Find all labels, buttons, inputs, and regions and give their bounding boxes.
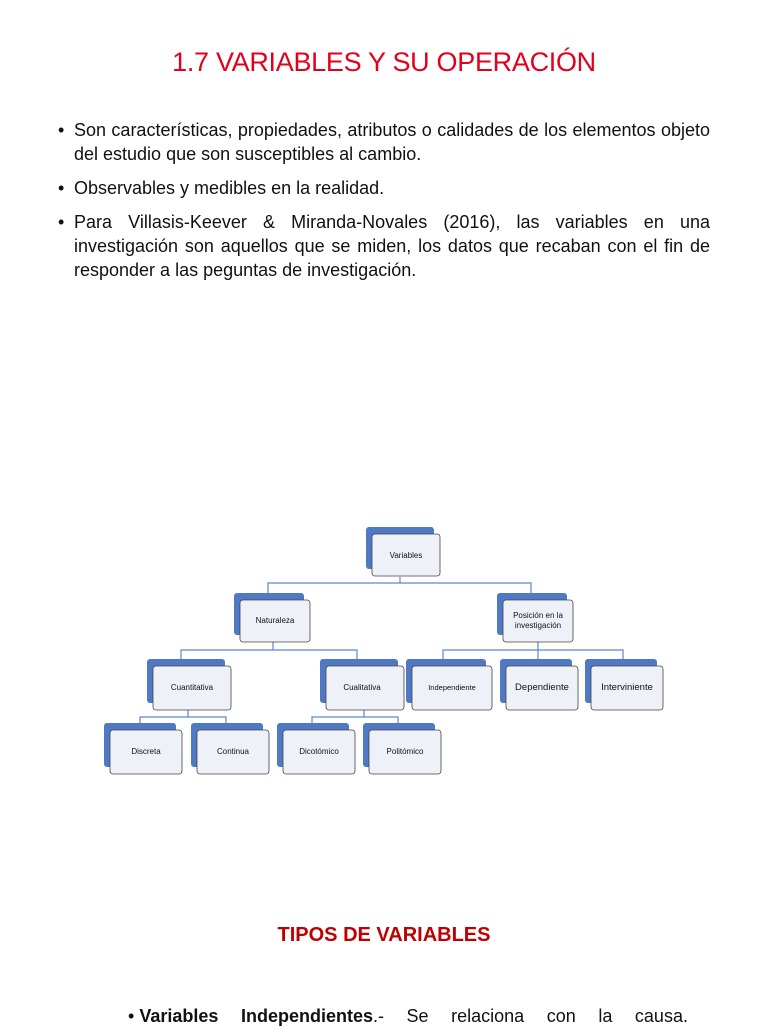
connector-line (364, 717, 398, 724)
bullet-dot: • (58, 178, 65, 198)
connector-line (538, 650, 623, 660)
bold-term-1: Variables (139, 1006, 219, 1026)
node-independiente (406, 659, 492, 710)
connector-line (443, 642, 538, 660)
node-dependiente (500, 659, 578, 710)
node-label-dicotomico: Dicotómico (299, 747, 339, 756)
bullet-text: Son características, propiedades, atributos o calidades de los elementos objeto del estudio que son susceptibles al cambio. (74, 120, 710, 164)
bullet-text: Observables y medibles en la realidad. (74, 178, 385, 198)
bottom-word: relaciona (451, 1006, 525, 1026)
node-naturaleza (234, 593, 310, 642)
node-label-posicion-line2: investigación (514, 621, 562, 630)
bullet-dot: • (58, 212, 65, 232)
node-label-variables: Variables (389, 551, 423, 560)
bottom-word: causa. (634, 1006, 688, 1026)
node-label-independiente: Independiente (428, 683, 476, 692)
node-label-cuantitativa: Cuantitativa (170, 683, 214, 692)
node-discreta (104, 723, 182, 774)
bullet-item (58, 210, 710, 282)
connector-line (400, 583, 531, 594)
bottom-word: la (598, 1006, 613, 1026)
connector-line (140, 710, 188, 724)
node-label-discreta: Discreta (131, 747, 161, 756)
node-cuantitativa (147, 659, 231, 710)
connector-line (181, 642, 273, 660)
node-posicion (497, 593, 573, 642)
node-interviniente (585, 659, 663, 710)
node-cualitativa (320, 659, 404, 710)
node-label-politomico: Politómico (386, 747, 424, 756)
bottom-word: con (546, 1006, 576, 1026)
node-politomico (363, 723, 441, 774)
node-label-interviniente: Interviniente (601, 682, 653, 693)
bold-term-2: Independientes (240, 1006, 373, 1026)
connector-line (268, 577, 400, 594)
bullet-dot: • (128, 1006, 135, 1026)
node-variables (366, 527, 440, 576)
separator: .- (372, 1006, 384, 1026)
bullet-list (58, 118, 710, 292)
bottom-word: Se (406, 1006, 429, 1026)
connector-line (312, 710, 364, 724)
connector-line (188, 717, 226, 724)
bullet-item (58, 176, 710, 200)
node-label-naturaleza: Naturaleza (255, 616, 295, 625)
bullet-text: Para Villasis-Keever & Miranda-Novales (2016), las variables en una investigación son aquellos que se miden, los datos que recaban con el fin de responder a las peguntas de investigación. (74, 212, 710, 280)
connector-line (273, 650, 357, 660)
node-continua (191, 723, 269, 774)
section-title: TIPOS DE VARIABLES (277, 924, 491, 946)
bullet-item (58, 118, 710, 166)
node-label-continua: Continua (216, 747, 250, 756)
node-label-dependiente: Dependiente (515, 682, 569, 693)
node-label-cualitativa: Cualitativa (343, 683, 381, 692)
node-label-posicion-line1: Posición en la (513, 611, 563, 620)
page-title: 1.7 VARIABLES Y SU OPERACIÓN (172, 47, 596, 77)
node-dicotomico (277, 723, 355, 774)
bullet-dot: • (58, 120, 65, 140)
